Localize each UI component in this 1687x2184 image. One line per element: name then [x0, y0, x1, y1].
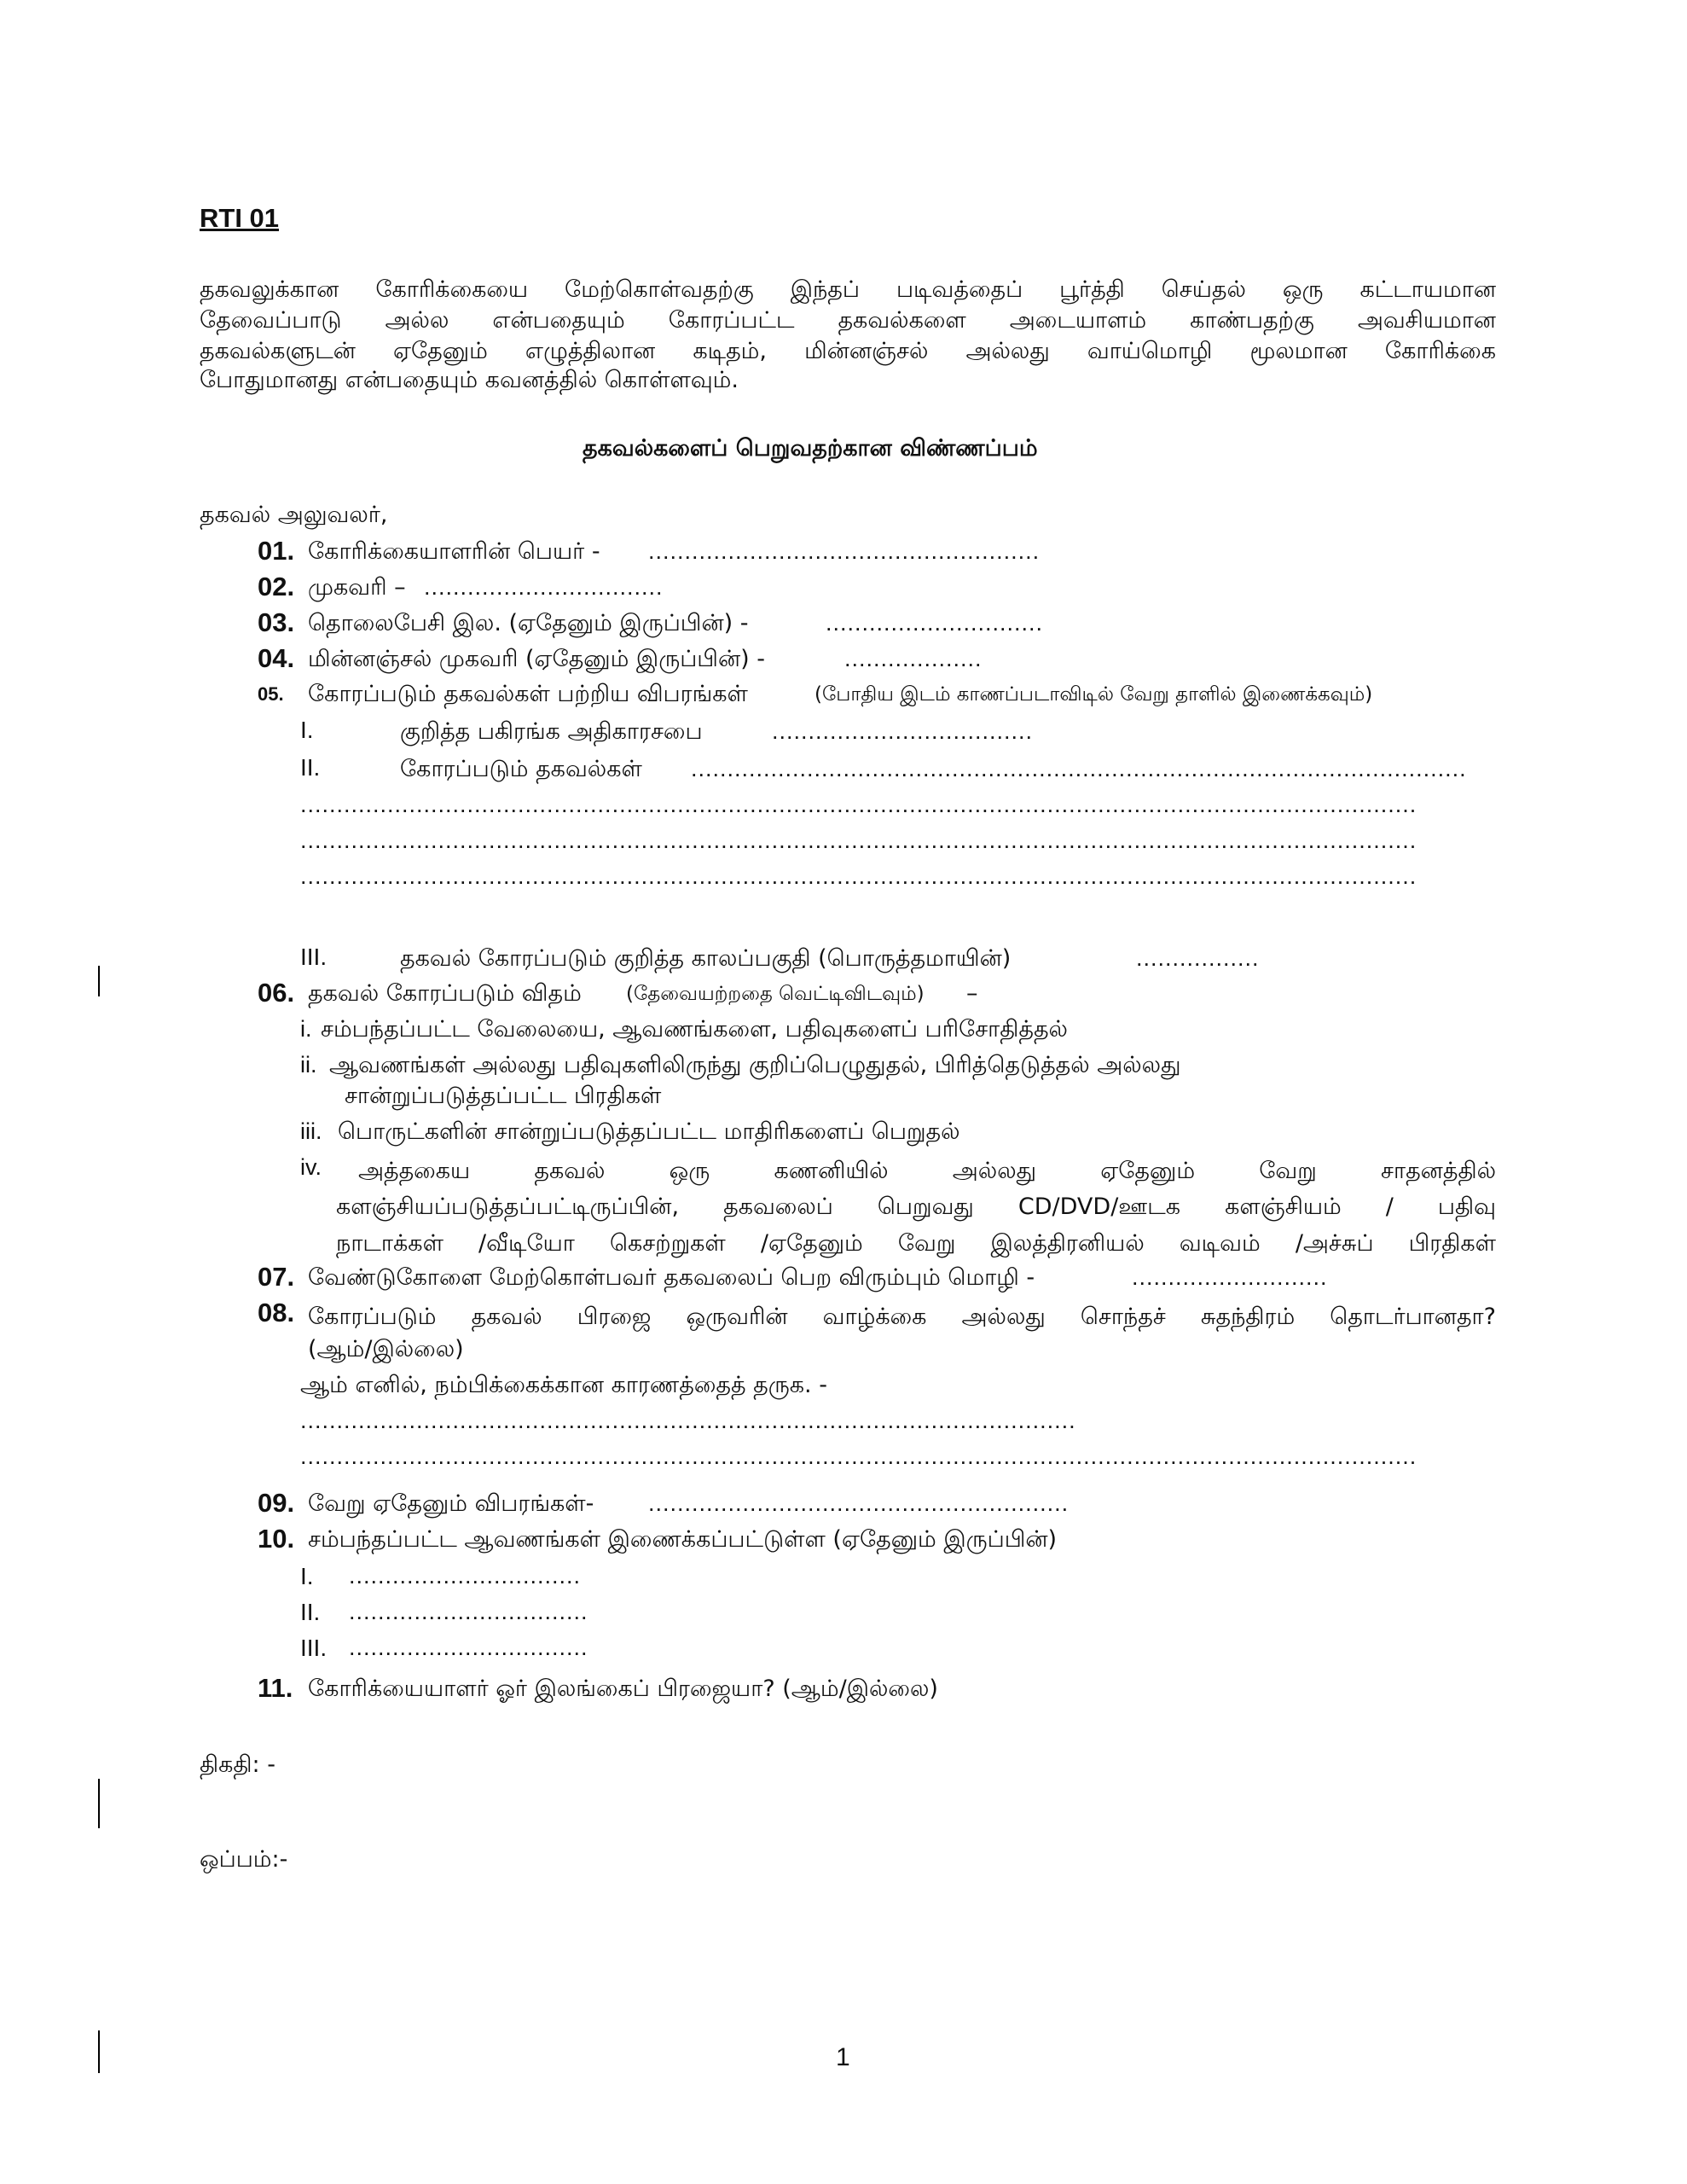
option-numeral: iii.	[300, 1118, 322, 1144]
margin-change-bar	[98, 1779, 100, 1828]
intro-line: தேவைப்பாடு அல்ல என்பதையும் கோரப்பட்ட தகவல்களை அடையாளம் காண்பதற்கு அவசியமான	[200, 307, 1496, 334]
info-details-label: கோரப்படும் தகவல்கள் பற்றிய விபரங்கள்	[308, 681, 748, 707]
requested-info-label: கோரப்படும் தகவல்கள்	[400, 756, 642, 782]
language-field[interactable]: ...........................	[1132, 1266, 1328, 1289]
attachment-field[interactable]: ................................	[349, 1565, 582, 1588]
item-number: 01.	[258, 536, 295, 566]
option-electronic-cont: களஞ்சியப்படுத்தப்பட்டிருப்பின், தகவலைப் பெறுவது CD/DVD/ஊடக களஞ்சியம் / பதிவு	[336, 1194, 1496, 1220]
time-period-field[interactable]: .................	[1136, 947, 1260, 970]
sub-item-numeral: I.	[300, 717, 314, 743]
access-method-dash: –	[966, 980, 978, 1007]
reason-field[interactable]: ..........................................................................................................................................................	[300, 1445, 1417, 1468]
option-extracts[interactable]: ஆவணங்கள் அல்லது பதிவுகளிலிருந்து குறிப்பெழுதுதல், பிரித்தெடுத்தல் அல்லது	[329, 1052, 1181, 1078]
sub-item-numeral: II.	[300, 754, 321, 781]
sub-item-numeral: III.	[300, 944, 328, 970]
info-details-note: (போதிய இடம் காணப்படாவிடில் வேறு தாளில் இணைக்கவும்)	[815, 683, 1373, 706]
item-number: 09.	[258, 1488, 295, 1518]
intro-line: தகவல்களுடன் ஏதேனும் எழுத்திலான கடிதம், மின்னஞ்சல் அல்லது வாய்மொழி மூலமான கோரிக்கை	[200, 338, 1496, 364]
reason-label: ஆம் எனில், நம்பிக்கைக்கான காரணத்தைத் தருக. -	[300, 1372, 827, 1398]
access-method-label: தகவல் கோரப்படும் விதம்	[308, 980, 582, 1007]
page-number: 1	[836, 2043, 850, 2071]
sub-item-numeral: III.	[300, 1635, 328, 1661]
item-number: 06.	[258, 978, 295, 1008]
addressee: தகவல் அலுவலர்,	[200, 502, 388, 528]
life-liberty-options: (ஆம்/இல்லை)	[308, 1336, 464, 1362]
applicant-name-label: கோரிக்கையாளரின் பெயர் -	[308, 538, 600, 565]
item-number: 03.	[258, 607, 295, 637]
address-field[interactable]: .................................	[424, 576, 664, 599]
language-label: வேண்டுகோளை மேற்கொள்பவர் தகவலைப் பெற விரும்பும் மொழி -	[308, 1264, 1035, 1291]
item-number: 02.	[258, 572, 295, 601]
option-numeral: i.	[300, 1016, 312, 1042]
margin-change-bar	[98, 2030, 100, 2073]
email-field[interactable]: ...................	[844, 648, 983, 671]
item-number: 07.	[258, 1262, 295, 1292]
item-number: 05.	[258, 683, 284, 705]
item-number: 11.	[258, 1673, 293, 1703]
address-label: முகவரி –	[308, 574, 406, 601]
requested-info-line[interactable]: ..........................................................................................................................................................	[300, 793, 1417, 816]
reason-field[interactable]: ...........................................................................................................	[300, 1409, 1076, 1432]
time-period-label: தகவல் கோரப்படும் குறித்த காலப்பகுதி (பொருத்தமாயின்)	[400, 945, 1012, 972]
requested-info-field[interactable]: ...........................................................................................................	[691, 758, 1467, 781]
phone-field[interactable]: ..............................	[826, 612, 1044, 635]
date-label: திகதி: -	[200, 1751, 275, 1778]
option-numeral: iv.	[300, 1154, 322, 1180]
other-details-field[interactable]: ..........................................................	[648, 1492, 1070, 1515]
form-code-title: RTI 01	[200, 203, 280, 233]
requested-info-line[interactable]: ..........................................................................................................................................................	[300, 829, 1417, 852]
public-authority-field[interactable]: ....................................	[772, 720, 1034, 743]
email-label: மின்னஞ்சல் முகவரி (ஏதேனும் இருப்பின்) -	[308, 646, 765, 672]
intro-line: தகவலுக்கான கோரிக்கையை மேற்கொள்வதற்கு இந்தப் படிவத்தைப் பூர்த்தி செய்தல் ஒரு கட்டாயமான	[200, 276, 1496, 303]
attachments-label: சம்பந்தப்பட்ட ஆவணங்கள் இணைக்கப்பட்டுள்ள (ஏதேனும் இருப்பின்)	[308, 1526, 1058, 1553]
requested-info-line[interactable]: ..........................................................................................................................................................	[300, 865, 1417, 888]
option-samples[interactable]: பொருட்களின் சான்றுப்படுத்தப்பட்ட மாதிரிகளைப் பெறுதல்	[338, 1118, 960, 1145]
option-inspect[interactable]: சம்பந்தப்பட்ட வேலையை, ஆவணங்களை, பதிவுகளைப் பரிசோதித்தல்	[321, 1016, 1068, 1043]
margin-change-bar	[98, 966, 100, 996]
citizenship-question: கோரிக்யையாளர் ஓர் இலங்கைப் பிரஜையா? (ஆம்/இல்லை)	[308, 1676, 938, 1702]
item-number: 04.	[258, 643, 295, 673]
item-number: 08.	[258, 1298, 295, 1327]
signature-label: ஒப்பம்:-	[200, 1846, 288, 1873]
phone-label: தொலைபேசி இல. (ஏதேனும் இருப்பின்) -	[308, 610, 749, 636]
public-authority-label: குறித்த பகிரங்க அதிகாரசபை	[400, 718, 703, 745]
attachment-field[interactable]: .................................	[349, 1600, 588, 1623]
applicant-name-field[interactable]: ......................................................	[648, 540, 1041, 563]
form-heading: தகவல்களைப் பெறுவதற்கான விண்ணப்பம்	[583, 435, 1038, 462]
option-electronic-cont: நாடாக்கள் /வீடியோ கெசற்றுகள் /ஏதேனும் வேறு இலத்திரனியல் வடிவம் /அச்சுப் பிரதிகள்	[336, 1230, 1496, 1257]
attachment-field[interactable]: .................................	[349, 1636, 588, 1659]
option-numeral: ii.	[300, 1052, 317, 1077]
life-liberty-question: கோரப்படும் தகவல் பிரஜை ஒருவரின் வாழ்க்கை அல்லது சொந்தச் சுதந்திரம் தொடர்பானதா?	[308, 1304, 1496, 1330]
option-extracts-cont: சான்றுப்படுத்தப்பட்ட பிரதிகள்	[345, 1083, 662, 1109]
access-method-note: (தேவையற்றதை வெட்டிவிடவும்)	[626, 983, 925, 1005]
intro-line: போதுமானது என்பதையும் கவனத்தில் கொள்ளவும்.	[200, 367, 739, 393]
option-electronic[interactable]: அத்தகைய தகவல் ஒரு கணனியில் அல்லது ஏதேனும் வேறு சாதனத்தில்	[358, 1158, 1496, 1184]
other-details-label: வேறு ஏதேனும் விபரங்கள்-	[308, 1490, 594, 1517]
sub-item-numeral: I.	[300, 1563, 314, 1589]
item-number: 10.	[258, 1524, 295, 1554]
sub-item-numeral: II.	[300, 1599, 321, 1625]
